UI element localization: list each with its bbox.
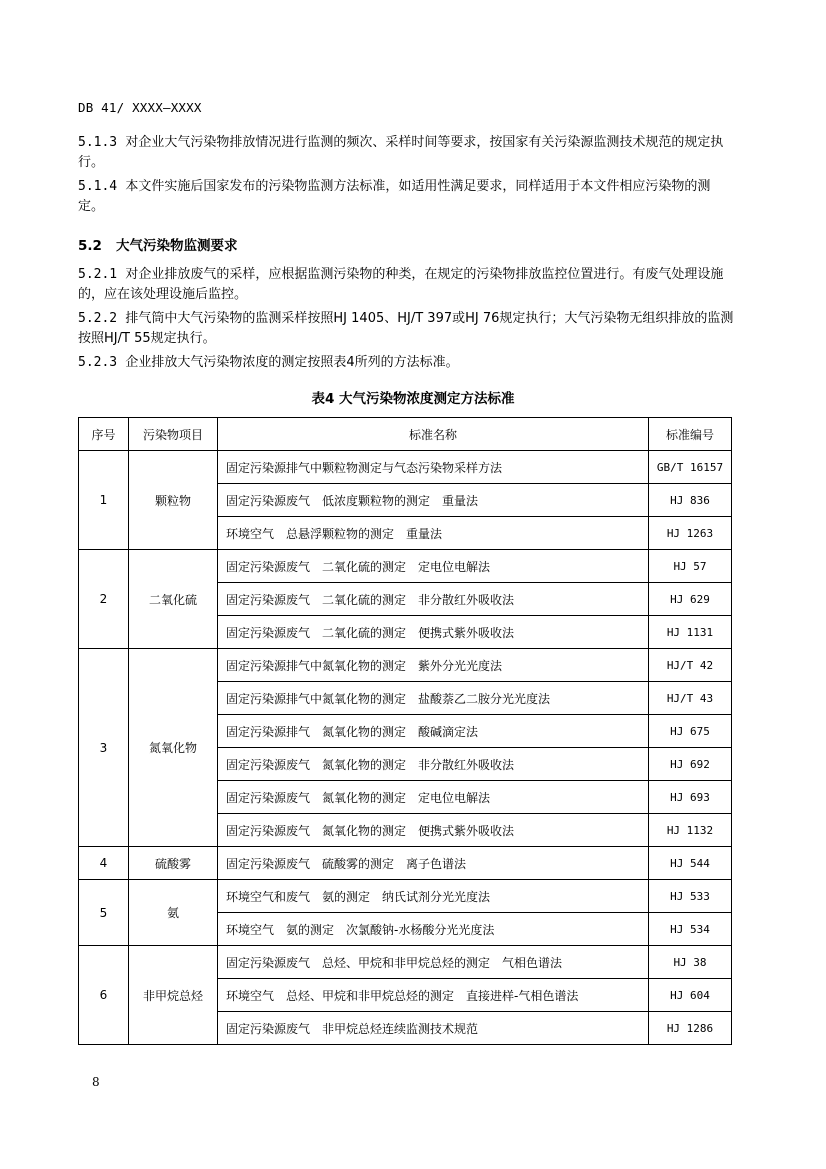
pollutant-cell: 二氧化硫	[129, 550, 218, 649]
header-standard-name: 标准名称	[218, 418, 649, 451]
table-row	[79, 946, 732, 979]
serial-cell: 3	[79, 649, 129, 847]
standard-code-cell: HJ 629	[649, 583, 732, 616]
clause-text: 企业排放大气污染物浓度的测定按照表4所列的方法标准。	[125, 355, 459, 370]
serial-cell: 6	[79, 946, 129, 1045]
standard-name-cell: 固定污染源废气 硫酸雾的测定 离子色谱法	[218, 847, 649, 880]
pollutant-cell: 非甲烷总烃	[129, 946, 218, 1045]
clause-number: 5.1.4	[78, 179, 118, 194]
table-row	[79, 649, 732, 682]
table-header-row	[79, 418, 732, 451]
standard-code-cell: GB/T 16157	[649, 451, 732, 484]
table-row	[79, 880, 732, 913]
standard-code-cell: HJ 604	[649, 979, 732, 1012]
standard-name-cell: 环境空气和废气 氨的测定 纳氏试剂分光光度法	[218, 880, 649, 913]
clause-text: 对企业大气污染物排放情况进行监测的频次、采样时间等要求，按国家有关污染源监测技术规范的规定执行。	[78, 135, 724, 170]
header-standard-code: 标准编号	[649, 418, 732, 451]
clause-number: 5.2.1	[78, 267, 118, 282]
standard-code-cell: HJ 534	[649, 913, 732, 946]
clause-number: 5.2.3	[78, 355, 118, 370]
clause-number: 5.1.3	[78, 135, 118, 150]
standard-code-cell: HJ 57	[649, 550, 732, 583]
pollutant-cell: 硫酸雾	[129, 847, 218, 880]
standard-name-cell: 固定污染源废气 氮氧化物的测定 非分散红外吸收法	[218, 748, 649, 781]
table-caption: 表4 大气污染物浓度测定方法标准	[311, 391, 515, 407]
standard-name-cell: 固定污染源废气 氮氧化物的测定 便携式紫外吸收法	[218, 814, 649, 847]
paragraph-5-1-4	[78, 177, 734, 217]
paragraph-5-2-3	[78, 353, 734, 373]
standard-name-cell: 环境空气 总悬浮颗粒物的测定 重量法	[218, 517, 649, 550]
standard-code-cell: HJ 1132	[649, 814, 732, 847]
clause-text: 本文件实施后国家发布的污染物监测方法标准，如适用性满足要求，同样适用于本文件相应污染物的测定。	[78, 179, 711, 214]
standard-name-cell: 固定污染源废气 低浓度颗粒物的测定 重量法	[218, 484, 649, 517]
standard-code-cell: HJ 693	[649, 781, 732, 814]
serial-cell: 5	[79, 880, 129, 946]
standard-name-cell: 固定污染源排气中氮氧化物的测定 紫外分光光度法	[218, 649, 649, 682]
standard-code-cell: HJ 38	[649, 946, 732, 979]
header-serial: 序号	[79, 418, 129, 451]
page-number: 8	[92, 1075, 100, 1089]
paragraph-5-2-1	[78, 265, 734, 305]
paragraph-5-1-3	[78, 133, 734, 173]
standard-name-cell: 固定污染源排气中颗粒物测定与气态污染物采样方法	[218, 451, 649, 484]
pollutant-cell: 颗粒物	[129, 451, 218, 550]
serial-cell: 2	[79, 550, 129, 649]
standard-code-cell: HJ 692	[649, 748, 732, 781]
standard-name-cell: 环境空气 总烃、甲烷和非甲烷总烃的测定 直接进样-气相色谱法	[218, 979, 649, 1012]
section-title: 大气污染物监测要求	[116, 238, 238, 254]
standard-name-cell: 固定污染源排气 氮氧化物的测定 酸碱滴定法	[218, 715, 649, 748]
standard-name-cell: 固定污染源废气 二氧化硫的测定 定电位电解法	[218, 550, 649, 583]
pollutant-cell: 氨	[129, 880, 218, 946]
standard-name-cell: 固定污染源废气 非甲烷总烃连续监测技术规范	[218, 1012, 649, 1045]
standard-code-cell: HJ/T 42	[649, 649, 732, 682]
table-row	[79, 847, 732, 880]
standard-name-cell: 固定污染源废气 氮氧化物的测定 定电位电解法	[218, 781, 649, 814]
header-pollutant: 污染物项目	[129, 418, 218, 451]
document-header: DB 41/ XXXX—XXXX	[78, 100, 202, 115]
standard-name-cell: 环境空气 氨的测定 次氯酸钠-水杨酸分光光度法	[218, 913, 649, 946]
standard-name-cell: 固定污染源废气 总烃、甲烷和非甲烷总烃的测定 气相色谱法	[218, 946, 649, 979]
clause-number: 5.2.2	[78, 311, 118, 326]
section-heading	[78, 234, 238, 254]
standard-code-cell: HJ 675	[649, 715, 732, 748]
table-row	[79, 451, 732, 484]
standard-code-cell: HJ 1131	[649, 616, 732, 649]
clause-text: 对企业排放废气的采样，应根据监测污染物的种类，在规定的污染物排放监控位置进行。有废气处理设施的，应在该处理设施后监控。	[78, 267, 724, 302]
section-number: 5.2	[78, 238, 102, 254]
standard-code-cell: HJ 544	[649, 847, 732, 880]
clause-text: 排气筒中大气污染物的监测采样按照HJ 1405、HJ/T 397或HJ 76规定执行；大气污染物无组织排放的监测按照HJ/T 55规定执行。	[78, 311, 734, 346]
standard-code-cell: HJ 1263	[649, 517, 732, 550]
serial-cell: 4	[79, 847, 129, 880]
standard-code-cell: HJ 533	[649, 880, 732, 913]
standard-name-cell: 固定污染源废气 二氧化硫的测定 便携式紫外吸收法	[218, 616, 649, 649]
paragraph-5-2-2	[78, 309, 734, 349]
standard-code-cell: HJ 836	[649, 484, 732, 517]
table-row	[79, 550, 732, 583]
standard-code-cell: HJ 1286	[649, 1012, 732, 1045]
standard-name-cell: 固定污染源废气 二氧化硫的测定 非分散红外吸收法	[218, 583, 649, 616]
standard-code-cell: HJ/T 43	[649, 682, 732, 715]
standard-name-cell: 固定污染源排气中氮氧化物的测定 盐酸萘乙二胺分光光度法	[218, 682, 649, 715]
pollutant-cell: 氮氧化物	[129, 649, 218, 847]
serial-cell: 1	[79, 451, 129, 550]
standards-table	[78, 417, 732, 1045]
